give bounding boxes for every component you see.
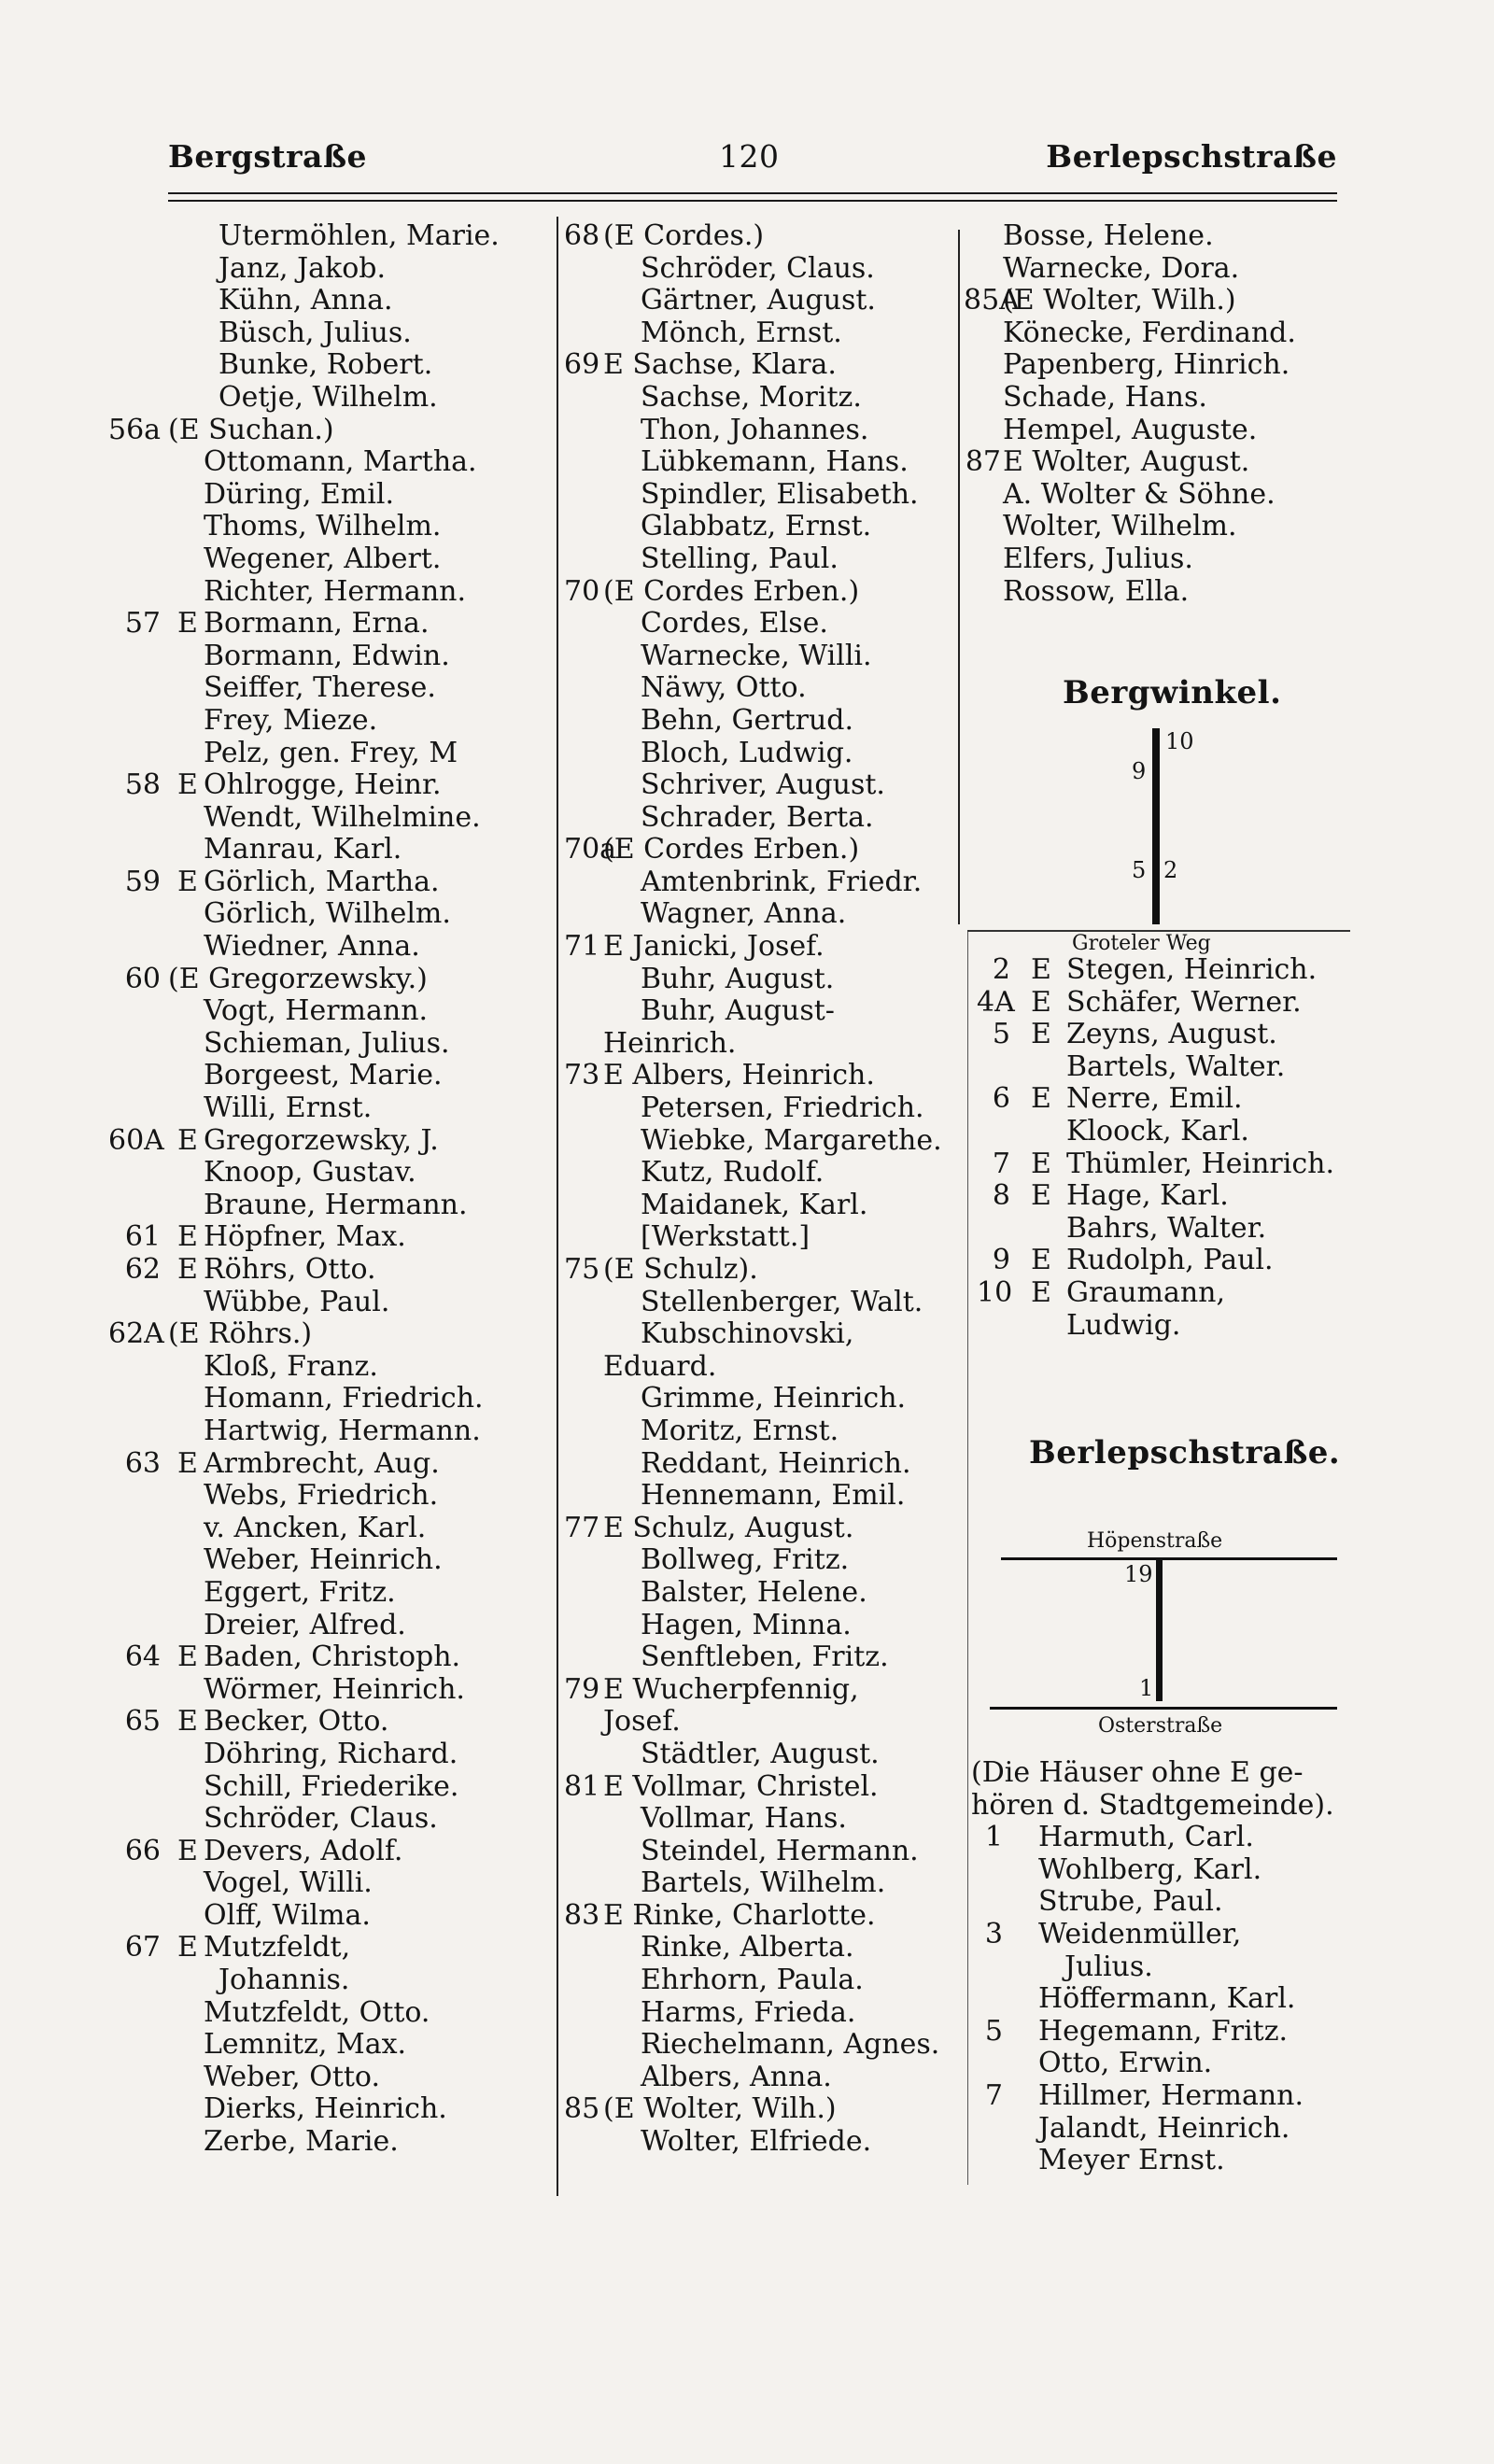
resident-name: (E Röhrs.) — [168, 1317, 313, 1351]
resident-name: A. Wolter & Söhne. — [1003, 477, 1276, 511]
header-rule-bottom — [168, 200, 1337, 202]
street-label-groteler-weg: Groteler Weg — [1072, 932, 1211, 955]
resident-name: Röhrs, Otto. — [204, 1253, 376, 1286]
resident-name: Stegen, Heinrich. — [1066, 953, 1318, 986]
resident-name: Julius. — [1064, 1950, 1153, 1983]
house-number: 2 — [992, 953, 1010, 986]
resident-name: Warnecke, Willi. — [641, 639, 872, 672]
resident-name: E Vollmar, Christel. — [603, 1769, 879, 1803]
directory-page: Bergstraße 120 Berlepschstraße Utermöhlen, Marie. Janz, Jakob. Kühn, Anna. Büsch, Julius. Bunke, Robert. Oetje, Wilhelm. 56a (E Suchan.) Ottomann, Martha. Düring, Emil. Thoms, Wilhelm. Wegener, Albert. Richter, Hermann. 57 E Bormann, Erna. Bormann, Edwin. Seiffer, Therese. Frey, Mieze. Pelz, gen. Frey, M 58 E Ohlrogge, Heinr. Wendt, Wilhelmine. Manrau, Karl. 59 E Görlich, Martha. Görlich, Wilhelm. Wiedner, Anna. 60 (E Gregorzewsky.) Vogt, Hermann. Schieman, Julius. Borgeest, Marie. Willi, Ernst. 60A E Gregorzewsky, J. Knoop, Gustav. Braune, Hermann. 61 E Höpfner, Max. 62 E Röhrs, Otto. Wübbe, Paul. 62A (E Röhrs.) Kloß, Franz. Homann, Friedrich. Hartwig, Hermann. 63 E Armbrecht, Aug. Webs, Friedrich. v. Ancken, Karl. Weber, Heinrich. Eggert, Fritz. Dreier, Alfred. 64 E Baden, Christoph. Wörmer, Heinrich. 65 E Becker, Otto. Döhring, Richard. Schill, Friederike. Schröder, Claus. 66 E Devers, Adolf. Vogel, Willi. Olff, Wilma. 67 E Mutzfeldt, Johannis. Mutzfeldt, Otto. Lemnitz, Max. Weber, Otto. Dierks, Heinrich. Zerbe, Marie. 68 (E Cordes.) Schröder, Claus. Gärtner, August. Mönch, Ernst. 69 E Sachse, Klara. Sachse, Moritz. Thon, Johannes. Lübkemann, Hans. Spindler, Elisabeth. Glabbatz, Ernst. Stelling, Paul. 70 (E Cordes Erben.) Cordes, Else. Warnecke, Willi. Näwy, Otto. Behn, Gertrud. Bloch, Ludwig. Schriver, August. Schrader, Berta. 70a (E Cordes Erben.) Amtenbrink, Friedr. Wagner, Anna. 71 E Janicki, Josef. Buhr, August. Buhr, August- Heinrich. 73 E Albers, Heinrich. Petersen, Friedrich. Wiebke, Margarethe. Kutz, Rudolf. Maidanek, Karl. [Werkstatt.] 75 (E Schulz). Stellenberger, Walt. Kubschinovski, Eduard. Grimme, Heinrich. Moritz, Ernst. Reddant, Heinrich. Hennemann, Emil. 77 E Schulz, August. Bollweg, Fritz. Balster, Helene. Hagen, Minna. Senftleben, Fritz. 79 E Wucherpfennig, Josef. Städtler, August. 81 E Vollmar, Christel. Vollmar, Hans. Steindel, Hermann. Bartels, Wilhelm. 83 E Rinke, Charlotte. Rinke, Alberta. Ehrhorn, Paula. Harms, Frieda. Riechelmann, Agnes. Albers, Anna. 85 (E Wolter, Wilh.) Wolter, Elfriede. Bosse, Helene. Warnecke, Dora. 85A (E Wolter, Wilh.) Könecke, Ferdinand. Papenberg, Hinrich. Schade, Hans. Hempel, Auguste. 87 E Wolter, August. A. Wolter & Söhne. Wolter, Wilhelm. Elfers, Julius. Rossow, Ella. Bergwinkel. 10 9 5 2 Groteler Weg 2 E Stegen, Heinrich. 4A E Schäfer, Werner. 5 E Zeyns, August. Bartels, Walter. 6 E Nerre, Emil. Kloock, Karl. 7 E Thümler, Heinrich. 8 E Hage, Karl. Bahrs, Walter. 9 E Rudolph, Paul. 10 E Graumann, Ludwig. Berlepschstraße. Höpenstraße 19 1 Osterstraße (Die Häuser ohne E ge- hören d. Stadtgemeinde). 1 Harmuth, Carl. Wohlberg, Karl. Strube, Paul. 3 Weidenmüller, Julius. Höffermann, Karl. 5 Hegemann, Fritz. Otto, Erwin. 7 Hillmer, Hermann. Jalandt, Heinrich. Meyer Ernst. — [0, 0, 1494, 2464]
resident-name: Heinrich. — [603, 1026, 737, 1060]
owner-marker: E — [177, 768, 198, 802]
house-number: 5 — [992, 1018, 1010, 1051]
house-number: 57 — [124, 607, 161, 641]
resident-name: Wohlberg, Karl. — [1038, 1852, 1262, 1886]
resident-name: Otto, Erwin. — [1038, 2047, 1213, 2080]
resident-name: Görlich, Martha. — [204, 865, 440, 898]
house-number: 56a — [108, 413, 162, 446]
resident-name: Pelz, gen. Frey, M — [204, 736, 458, 769]
resident-name: Manrau, Karl. — [204, 833, 402, 866]
resident-name: Kubschinovski, — [641, 1317, 854, 1351]
resident-name: Bartels, Wilhelm. — [641, 1866, 886, 1900]
resident-name: Weber, Otto. — [204, 2060, 380, 2093]
header-rule-top — [168, 192, 1337, 194]
owner-marker: E — [1031, 1082, 1051, 1116]
resident-name: Kloß, Franz. — [204, 1349, 378, 1383]
owner-marker: E — [177, 1705, 198, 1739]
owner-marker: E — [177, 1931, 198, 1964]
resident-name: Vogel, Willi. — [204, 1866, 373, 1900]
resident-name: Knoop, Gustav. — [204, 1156, 416, 1190]
owner-marker: E — [177, 1253, 198, 1286]
resident-name: Hempel, Auguste. — [1003, 413, 1258, 446]
page-number: 120 — [719, 138, 780, 175]
house-number: 71 — [564, 930, 600, 964]
house-number: 8 — [992, 1179, 1010, 1213]
resident-name: E Sachse, Klara. — [603, 348, 837, 382]
resident-name: Moritz, Ernst. — [641, 1414, 839, 1447]
resident-name: Papenberg, Hinrich. — [1003, 348, 1290, 382]
header-street-left: Bergstraße — [168, 138, 368, 175]
house-number: 67 — [124, 1931, 161, 1964]
resident-name: Graumann, — [1066, 1275, 1226, 1309]
house-number: 58 — [124, 768, 161, 802]
resident-name: Bahrs, Walter. — [1066, 1211, 1267, 1245]
resident-name: Bormann, Erna. — [204, 607, 430, 641]
resident-name: Schill, Friederike. — [204, 1769, 459, 1803]
resident-name: Bartels, Walter. — [1066, 1049, 1286, 1083]
house-number: 62 — [124, 1253, 161, 1286]
house-number: 81 — [564, 1769, 600, 1803]
resident-name: Hennemann, Emil. — [641, 1479, 906, 1513]
house-number-5: 5 — [1132, 857, 1147, 883]
house-number: 60 — [124, 962, 161, 995]
resident-name: Hage, Karl. — [1066, 1179, 1229, 1213]
resident-name: Wolter, Elfriede. — [641, 2125, 872, 2159]
house-number: 59 — [124, 865, 161, 898]
section-title-bergwinkel: Bergwinkel. — [1063, 674, 1282, 711]
house-number: 68 — [564, 219, 600, 252]
house-number: 61 — [124, 1220, 161, 1254]
resident-name: Ehrhorn, Paula. — [641, 1964, 864, 1997]
resident-name: Stellenberger, Walt. — [641, 1285, 923, 1318]
resident-name: Büsch, Julius. — [218, 316, 412, 349]
resident-name: Johannis. — [218, 1964, 350, 1997]
resident-name: Janz, Jakob. — [218, 251, 387, 285]
resident-name: Behn, Gertrud. — [641, 703, 854, 737]
resident-name: Braune, Hermann. — [204, 1188, 468, 1221]
resident-name: Rossow, Ella. — [1003, 574, 1190, 608]
resident-name: (E Schulz). — [603, 1253, 758, 1286]
resident-name: Wübbe, Paul. — [204, 1285, 390, 1318]
resident-name: Bloch, Ludwig. — [641, 736, 853, 769]
resident-name: Glabbatz, Ernst. — [641, 510, 872, 543]
resident-name: Rudolph, Paul. — [1066, 1244, 1274, 1277]
resident-name: Dierks, Heinrich. — [204, 2092, 447, 2126]
resident-name: Zerbe, Marie. — [204, 2125, 399, 2159]
resident-name: E Wolter, August. — [1003, 445, 1250, 479]
house-number: 75 — [564, 1253, 600, 1286]
house-number: 1 — [984, 1821, 1003, 1854]
resident-name: Josef. — [603, 1705, 681, 1739]
resident-name: Schade, Hans. — [1003, 380, 1207, 414]
owner-marker: E — [1031, 985, 1051, 1019]
resident-name: Petersen, Friedrich. — [641, 1091, 924, 1125]
resident-name: E Rinke, Charlotte. — [603, 1898, 876, 1932]
resident-name: Kutz, Rudolf. — [641, 1156, 825, 1190]
house-number-2: 2 — [1163, 857, 1178, 883]
house-number: 10 — [977, 1275, 1013, 1309]
resident-name: Näwy, Otto. — [641, 671, 807, 705]
resident-name: Dreier, Alfred. — [204, 1608, 406, 1641]
column-divider-2 — [958, 230, 960, 924]
owner-marker: E — [1031, 953, 1051, 986]
resident-name: v. Ancken, Karl. — [204, 1511, 427, 1544]
house-number: 4A — [977, 985, 1015, 1019]
house-number-1: 1 — [1139, 1675, 1154, 1701]
resident-name: Kühn, Anna. — [218, 284, 393, 317]
house-number: 70 — [564, 574, 600, 608]
resident-name: Hagen, Minna. — [641, 1608, 852, 1641]
resident-name: Schröder, Claus. — [204, 1802, 438, 1836]
house-number: 6 — [992, 1082, 1010, 1116]
resident-name: Görlich, Wilhelm. — [204, 897, 451, 931]
house-number: 7 — [984, 2078, 1003, 2112]
resident-name: (E Suchan.) — [168, 413, 334, 446]
owner-marker: E — [177, 607, 198, 641]
resident-name: Willi, Ernst. — [204, 1091, 373, 1125]
owner-marker: E — [1031, 1244, 1051, 1277]
house-number: 5 — [984, 2014, 1003, 2048]
resident-name: Jalandt, Heinrich. — [1038, 2111, 1290, 2145]
house-number: 63 — [124, 1446, 161, 1480]
resident-name: Wiedner, Anna. — [204, 930, 420, 964]
house-number-10: 10 — [1165, 728, 1194, 754]
resident-name: (E Gregorzewsky.) — [168, 962, 428, 995]
resident-name: Warnecke, Dora. — [1003, 251, 1240, 285]
resident-name: Harms, Frieda. — [641, 1995, 856, 2029]
house-number: 65 — [124, 1705, 161, 1739]
house-number: 7 — [992, 1147, 1010, 1180]
owner-marker: E — [177, 1220, 198, 1254]
house-number: 3 — [984, 1917, 1003, 1950]
resident-name: Balster, Helene. — [641, 1575, 867, 1609]
resident-name: Wörmer, Heinrich. — [204, 1672, 465, 1706]
resident-name: Reddant, Heinrich. — [641, 1446, 911, 1480]
resident-name: Ottomann, Martha. — [204, 445, 477, 479]
resident-name: Seiffer, Therese. — [204, 671, 436, 705]
resident-name: Grimme, Heinrich. — [641, 1382, 907, 1415]
house-number: 83 — [564, 1898, 600, 1932]
resident-name: Olff, Wilma. — [204, 1898, 371, 1932]
resident-name: (E Cordes.) — [603, 219, 765, 252]
house-number: 70a — [564, 833, 617, 866]
resident-name: Eggert, Fritz. — [204, 1575, 396, 1609]
resident-name: Thümler, Heinrich. — [1066, 1147, 1334, 1180]
resident-name: E Schulz, August. — [603, 1511, 854, 1544]
resident-name: Höffermann, Karl. — [1038, 1982, 1296, 2016]
resident-name: Bosse, Helene. — [1003, 219, 1214, 252]
house-number: 60A — [108, 1123, 164, 1157]
resident-name: Düring, Emil. — [204, 477, 394, 511]
resident-name: E Wucherpfennig, — [603, 1672, 859, 1706]
resident-name: Weber, Heinrich. — [204, 1543, 443, 1577]
resident-name: (E Wolter, Wilh.) — [603, 2092, 837, 2126]
resident-name: E Albers, Heinrich. — [603, 1059, 875, 1092]
house-number: 85 — [564, 2092, 600, 2126]
resident-name: Bormann, Edwin. — [204, 639, 450, 672]
resident-name: Wagner, Anna. — [641, 897, 847, 931]
resident-name: Hegemann, Fritz. — [1038, 2014, 1289, 2048]
resident-name: Strube, Paul. — [1038, 1885, 1223, 1919]
owner-marker: E — [1031, 1147, 1051, 1180]
resident-name: Eduard. — [603, 1349, 717, 1383]
resident-name: Vollmar, Hans. — [641, 1802, 847, 1836]
resident-name: Kloock, Karl. — [1066, 1114, 1249, 1148]
resident-name: Ludwig. — [1066, 1308, 1181, 1342]
resident-name: Gregorzewsky, J. — [204, 1123, 439, 1157]
resident-name: Spindler, Elisabeth. — [641, 477, 919, 511]
resident-name: Wegener, Albert. — [204, 542, 442, 575]
resident-name: Webs, Friedrich. — [204, 1479, 439, 1513]
resident-name: Schriver, August. — [641, 768, 885, 802]
street-label-osterstrasse: Osterstraße — [1098, 1714, 1223, 1738]
resident-name: Devers, Adolf. — [204, 1834, 403, 1867]
resident-name: Baden, Christoph. — [204, 1640, 461, 1674]
resident-name: Schrader, Berta. — [641, 800, 874, 834]
resident-name: Schäfer, Werner. — [1066, 985, 1302, 1019]
resident-name: Mutzfeldt, Otto. — [204, 1995, 430, 2029]
resident-name: Thon, Johannes. — [641, 413, 869, 446]
owner-marker: E — [177, 865, 198, 898]
house-number: 64 — [124, 1640, 161, 1674]
resident-name: Wendt, Wilhelmine. — [204, 800, 481, 834]
house-number: 87 — [965, 445, 1001, 479]
resident-name: Städtler, August. — [641, 1737, 880, 1770]
column-divider-1 — [557, 217, 558, 2196]
resident-name: E Janicki, Josef. — [603, 930, 825, 964]
house-number-9: 9 — [1132, 758, 1147, 784]
resident-name: Hillmer, Hermann. — [1038, 2078, 1304, 2112]
resident-name: Weidenmüller, — [1038, 1917, 1242, 1950]
resident-name: Becker, Otto. — [204, 1705, 389, 1739]
resident-name: Sachse, Moritz. — [641, 380, 862, 414]
resident-name: Buhr, August. — [641, 962, 835, 995]
resident-name: Vogt, Hermann. — [204, 994, 429, 1028]
berlepsch-street-diagram — [1156, 1559, 1163, 1701]
resident-name: Mönch, Ernst. — [641, 316, 842, 349]
resident-name: (E Cordes Erben.) — [603, 574, 860, 608]
house-number: 79 — [564, 1672, 600, 1706]
resident-name: [Werkstatt.] — [641, 1220, 810, 1254]
resident-name: Stelling, Paul. — [641, 542, 839, 575]
resident-name: Buhr, August- — [641, 994, 835, 1028]
resident-name: Schröder, Claus. — [641, 251, 875, 285]
resident-name: Homann, Friedrich. — [204, 1382, 484, 1415]
house-number: 66 — [124, 1834, 161, 1867]
resident-name: Ohlrogge, Heinr. — [204, 768, 442, 802]
resident-name: Bunke, Robert. — [218, 348, 433, 382]
resident-name: (E Cordes Erben.) — [603, 833, 860, 866]
house-number: 77 — [564, 1511, 600, 1544]
section-title-berlepschstrasse: Berlepschstraße. — [1029, 1434, 1341, 1471]
house-number: 9 — [992, 1244, 1010, 1277]
resident-name: Lübkemann, Hans. — [641, 445, 909, 479]
resident-name: Gärtner, August. — [641, 284, 876, 317]
street-label-hoepenstrasse: Höpenstraße — [1087, 1529, 1223, 1553]
resident-name: Thoms, Wilhelm. — [204, 510, 442, 543]
resident-name: Könecke, Ferdinand. — [1003, 316, 1296, 349]
house-number: 69 — [564, 348, 600, 382]
hoepenstrasse-line — [1001, 1557, 1337, 1560]
resident-name: Döhring, Richard. — [204, 1737, 458, 1770]
resident-name: Maidanek, Karl. — [641, 1188, 868, 1221]
resident-name: Elfers, Julius. — [1003, 542, 1193, 575]
owner-marker: E — [177, 1640, 198, 1674]
resident-name: Harmuth, Carl. — [1038, 1821, 1254, 1854]
resident-name: Frey, Mieze. — [204, 703, 378, 737]
resident-name: Nerre, Emil. — [1066, 1082, 1243, 1116]
header-street-right: Berlepschstraße — [1046, 138, 1337, 175]
resident-name: Cordes, Else. — [641, 607, 828, 641]
resident-name: Zeyns, August. — [1066, 1018, 1277, 1051]
resident-name: Steindel, Hermann. — [641, 1834, 919, 1867]
resident-name: Amtenbrink, Friedr. — [641, 865, 923, 898]
resident-name: Utermöhlen, Marie. — [218, 219, 500, 252]
owner-marker: E — [1031, 1018, 1051, 1051]
resident-name: Oetje, Wilhelm. — [218, 380, 438, 414]
resident-name: Mutzfeldt, — [204, 1931, 351, 1964]
resident-name: Wolter, Wilhelm. — [1003, 510, 1237, 543]
resident-name: Rinke, Alberta. — [641, 1931, 854, 1964]
owner-marker: E — [1031, 1179, 1051, 1213]
resident-name: Lemnitz, Max. — [204, 2028, 407, 2062]
resident-name: Höpfner, Max. — [204, 1220, 406, 1254]
bergwinkel-street-diagram — [1152, 728, 1160, 924]
owner-marker: E — [177, 1123, 198, 1157]
resident-name: Albers, Anna. — [641, 2060, 832, 2093]
resident-name: Borgeest, Marie. — [204, 1059, 443, 1092]
resident-name: Bollweg, Fritz. — [641, 1543, 850, 1577]
resident-name: Meyer Ernst. — [1038, 2144, 1225, 2177]
resident-name: Richter, Hermann. — [204, 574, 467, 608]
house-number-19: 19 — [1124, 1561, 1153, 1587]
owner-marker: E — [1031, 1275, 1051, 1309]
house-number: 62A — [108, 1317, 164, 1351]
house-number: 73 — [564, 1059, 600, 1092]
house-number: 85A — [964, 284, 1020, 317]
owner-marker: E — [177, 1834, 198, 1867]
resident-name: Riechelmann, Agnes. — [641, 2028, 940, 2062]
osterstrasse-line — [990, 1707, 1337, 1710]
resident-name: Senftleben, Fritz. — [641, 1640, 889, 1674]
resident-name: (E Wolter, Wilh.) — [1003, 284, 1236, 317]
resident-name: Wiebke, Margarethe. — [641, 1123, 942, 1157]
resident-name: Hartwig, Hermann. — [204, 1414, 481, 1447]
owner-marker: E — [177, 1446, 198, 1480]
column-divider-3 — [967, 930, 968, 2185]
resident-name: Armbrecht, Aug. — [204, 1446, 440, 1480]
resident-name: Schieman, Julius. — [204, 1026, 450, 1060]
